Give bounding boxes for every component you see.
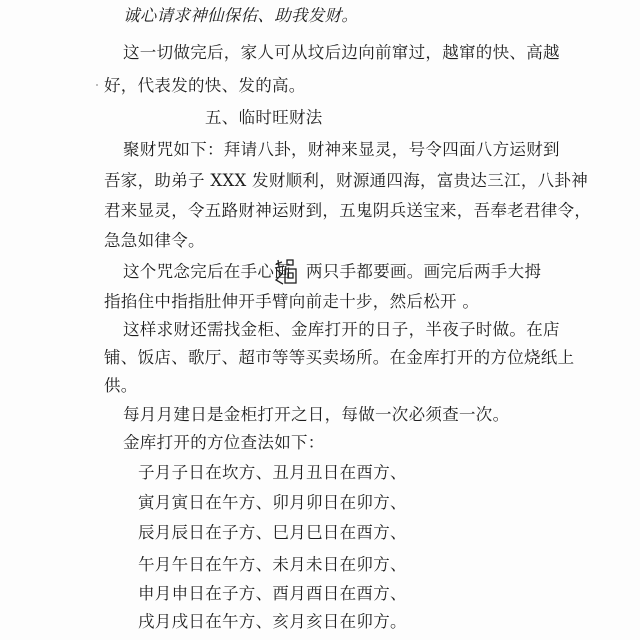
paragraph-line: 铺、饭店、歌厅、超市等等买卖场所。在金库打开的方位烧纸上 xyxy=(104,348,575,367)
list-item: 午月午日在午方、未月未日在卯方、 xyxy=(138,555,407,574)
paragraph-line: 供。 xyxy=(104,376,138,395)
paragraph-line: 这一切做完后，家人可从坟后边向前窜过，越窜的快、高越 xyxy=(123,43,560,62)
prayer-line: 诚心请求神仙保佑、助我发财。 xyxy=(123,6,359,25)
paragraph-line: 这个咒念完后在手心画 xyxy=(123,262,291,281)
paragraph-line: 每月月建日是金柜打开之日，每做一次必须查一次。 xyxy=(123,405,510,424)
paragraph-line: 君来显灵，令五路财神运财到，五鬼阴兵送宝来，吾奉老君律令， xyxy=(104,201,592,220)
section-heading: 五、临时旺财法 xyxy=(205,108,323,127)
list-item: 子月子日在坎方、丑月丑日在酉方、 xyxy=(138,463,407,482)
paragraph-line: 急急如律令。 xyxy=(104,231,205,250)
list-item: 申月申日在子方、酉月酉日在酉方、 xyxy=(138,584,407,603)
paragraph-line: 这样求财还需找金柜、金库打开的日子，半夜子时做。在店 xyxy=(123,320,560,339)
list-item: 辰月辰日在子方、巳月巳日在酉方、 xyxy=(138,523,407,542)
paragraph-line: 聚财咒如下：拜请八卦，财神来显灵，号令四面八方运财到 xyxy=(123,140,560,159)
paragraph-line: 两只手都要画。画完后两手大拇 xyxy=(306,262,542,281)
handwritten-talisman-symbol xyxy=(273,258,299,288)
paragraph-line: 金库打开的方位查法如下： xyxy=(123,433,325,452)
scan-speck xyxy=(96,84,98,86)
paragraph-line: 指掐住中指指肚伸开手臂向前走十步，然后松开 。 xyxy=(104,292,480,311)
list-item: 戌月戌日在午方、亥月亥日在卯方。 xyxy=(138,612,407,631)
list-item: 寅月寅日在午方、卯月卯日在卯方、 xyxy=(138,493,407,512)
paragraph-line: 吾家，助弟子 XXX 发财顺利，财源通四海，富贵达三江，八卦神 xyxy=(104,171,589,190)
paragraph-line: 好，代表发的快、发的高。 xyxy=(104,76,306,95)
